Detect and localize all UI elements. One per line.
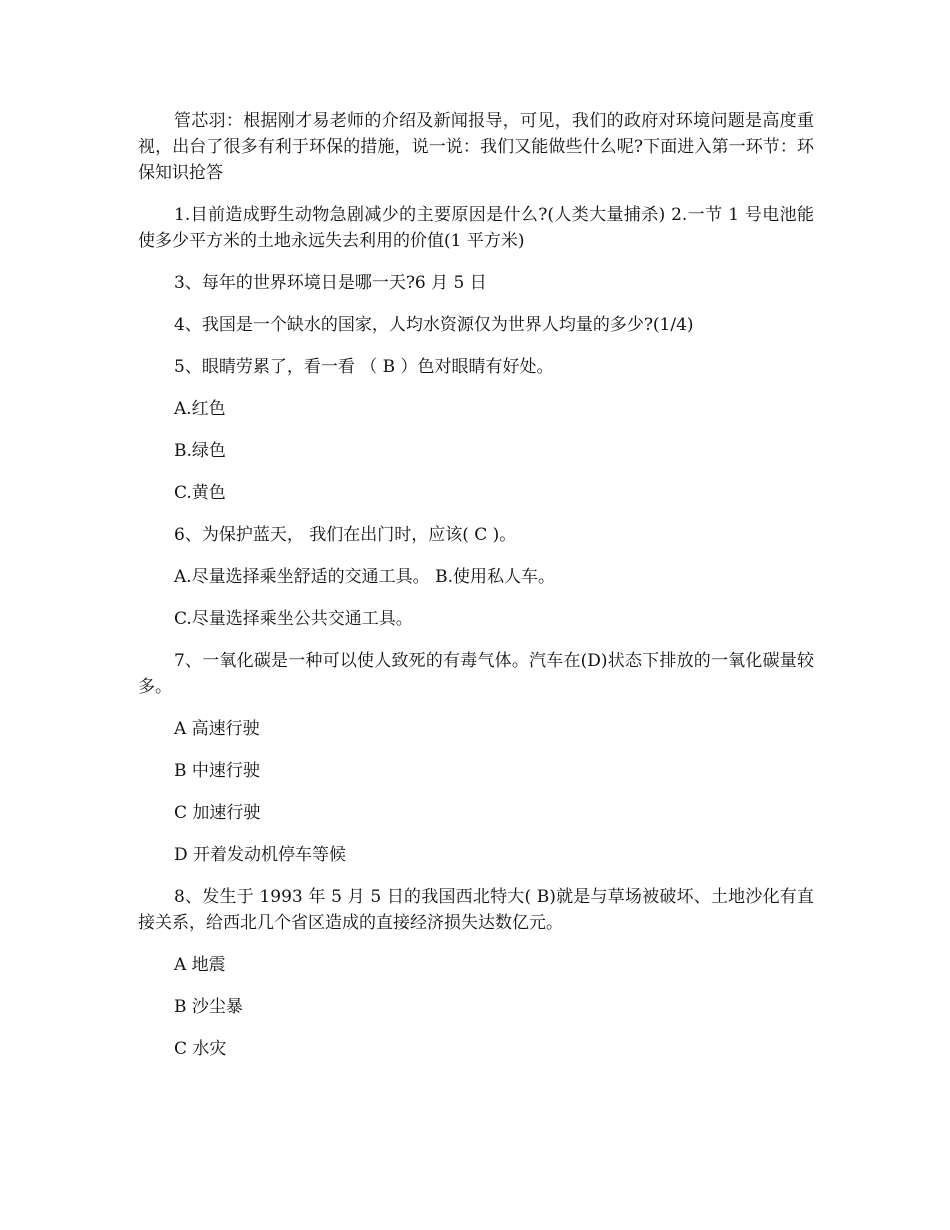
document-body — [138, 108, 814, 1078]
question-6-options-a-b: A.尽量选择乘坐舒适的交通工具。 B.使用私人车。 — [174, 567, 555, 587]
question-7-option-d: D 开着发动机停车等候 — [174, 845, 347, 865]
question-3-paragraph: 3、每年的世界环境日是哪一天?6 月 5 日 — [174, 273, 487, 293]
question-8-paragraph: 8、发生于 1993 年 5 月 5 日的我国西北特大( B)就是与草场被破坏、土地沙化有直接关系，给西北几个省区造成的直接经济损失达数亿元。 — [138, 887, 814, 933]
question-5-option-a: A.红色 — [174, 399, 226, 419]
question-7-option-a: A 高速行驶 — [174, 719, 260, 739]
question-5-option-c: C.黄色 — [174, 483, 226, 503]
question-4-paragraph: 4、我国是一个缺水的国家，人均水资源仅为世界人均量的多少?(1/4) — [174, 315, 694, 335]
question-7-option-b: B 中速行驶 — [174, 761, 260, 781]
intro-paragraph: 管芯羽：根据刚才易老师的介绍及新闻报导，可见，我们的政府对环境问题是高度重视，出台了很多有利于环保的措施，说一说：我们又能做些什么呢?下面进入第一环节：环保知识抢答 — [138, 111, 814, 183]
question-8-option-c: C 水灾 — [174, 1039, 227, 1059]
question-7-option-c: C 加速行驶 — [174, 803, 261, 823]
question-8-option-b: B 沙尘暴 — [174, 997, 243, 1017]
question-7-paragraph: 7、一氧化碳是一种可以使人致死的有毒气体。汽车在(D)状态下排放的一氧化碳量较多。 — [138, 651, 814, 697]
question-8-option-a: A 地震 — [174, 955, 226, 975]
question-6-paragraph: 6、为保护蓝天， 我们在出门时，应该( C )。 — [174, 525, 517, 545]
question-5-option-b: B.绿色 — [174, 441, 226, 461]
question-6-option-c: C.尽量选择乘坐公共交通工具。 — [174, 609, 413, 629]
question-1-2-paragraph: 1.目前造成野生动物急剧减少的主要原因是什么?(人类大量捕杀) 2.一节 1 号电池能使多少平方米的土地永远失去利用的价值(1 平方米) — [138, 205, 814, 251]
question-5-paragraph: 5、眼睛劳累了，看一看 （ B ）色对眼睛有好处。 — [174, 357, 554, 377]
